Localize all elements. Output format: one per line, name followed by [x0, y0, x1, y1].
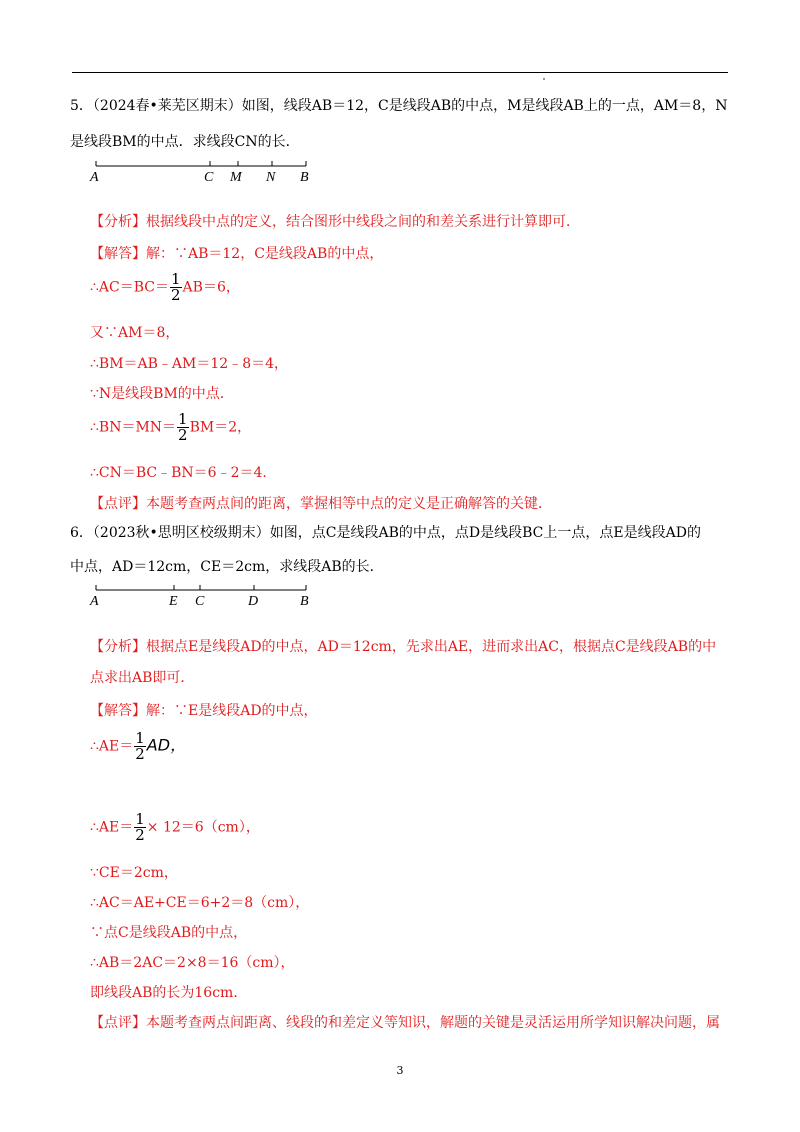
- q6-label-c: C: [195, 594, 205, 609]
- q5-comment: 【点评】本题考查两点间的距离，掌握相等中点的定义是正确解答的关键．: [90, 496, 552, 512]
- q5-label-c: C: [204, 170, 214, 185]
- q5-label-n: N: [266, 170, 276, 185]
- q6-step7: ∴AB＝2AC＝2×8＝16（cm），: [90, 955, 295, 971]
- q6-label-b: B: [300, 594, 309, 609]
- q6-comment: 【点评】本题考查两点间距离、线段的和差定义等知识，解题的关键是灵活运用所学知识解决问题，属: [90, 1015, 720, 1031]
- q5-label-a: A: [90, 170, 99, 185]
- q5-step6-b: BM＝2，: [189, 419, 252, 436]
- header-dot: [543, 78, 545, 80]
- q5-analysis: 【分析】根据线段中点的定义，结合图形中线段之间的和差关系进行计算即可．: [90, 214, 580, 230]
- q5-label-b: B: [300, 170, 309, 185]
- q6-heading-line2: 中点，AD＝12cm，CE＝2cm，求线段AB的长．: [70, 559, 384, 575]
- q5-label-m: M: [230, 170, 242, 185]
- q5-step3: 又∵AM＝8，: [90, 325, 180, 341]
- q5-step2-a: ∴AC＝BC＝: [90, 279, 169, 296]
- q6-label-e: E: [169, 594, 178, 609]
- q5-step2: [90, 272, 240, 303]
- q5-heading-line2: 是线段BM的中点．求线段CN的长．: [70, 134, 300, 150]
- q6-step3-expression: [90, 812, 260, 843]
- q5-step6: [90, 412, 251, 443]
- q6-analysis-line1: 【分析】根据点E是线段AD的中点，AD＝12cm，先求出AE，进而求出AC，根据点C是线段AB的中: [90, 639, 717, 655]
- q6-step1: 【解答】解：∵E是线段AD的中点，: [90, 703, 318, 719]
- q6-step3-b: × 12＝6（cm），: [146, 819, 260, 836]
- q6-step4: ∵CE＝2cm，: [90, 865, 178, 881]
- q5-step2-b: AB＝6，: [182, 279, 240, 296]
- q5-step1: 【解答】解：∵AB＝12，C是线段AB的中点，: [90, 246, 384, 262]
- page-number: 3: [396, 1064, 404, 1077]
- header-rule: [72, 72, 728, 73]
- q5-step6-a: ∴BN＝MN＝: [90, 419, 177, 436]
- q5-heading: 5．（2024春•莱芜区期末）如图，线段AB＝12，C是线段AB的中点，M是线段AB上的一点，AM＝8，N: [70, 98, 728, 114]
- q5-step4: ∴BM＝AB﹣AM＝12﹣8＝4，: [90, 356, 289, 372]
- q6-step2: [90, 731, 186, 762]
- q6-step2-a: ∴AE＝: [90, 738, 134, 755]
- q5-fraction-half: $\frac{1}{2}$: [171, 270, 181, 304]
- q6-step6: ∵点C是线段AB的中点，: [90, 925, 248, 941]
- q6-analysis-line2: 点求出AB即可．: [90, 670, 195, 686]
- q6-label-d: D: [248, 594, 259, 609]
- q6-fraction-half: $\frac{1}{2}$: [135, 729, 145, 763]
- q6-label-a: A: [90, 594, 99, 609]
- q6-step2-b: AD，: [146, 735, 187, 755]
- q5-step7: ∴CN＝BC﹣BN＝6﹣2＝4．: [90, 465, 277, 481]
- q6-step8: 即线段AB的长为16cm．: [90, 985, 248, 1001]
- q6-segment-svg: [92, 582, 322, 596]
- q5-fraction-half-2: $\frac{1}{2}$: [178, 410, 188, 444]
- q5-step5: ∵N是线段BM的中点．: [90, 386, 234, 402]
- q6-step3-a: ∴AE＝: [90, 819, 134, 836]
- q6-heading: 6．（2023秋•思明区校级期末）如图，点C是线段AB的中点，点D是线段BC上一点，点E是线段AD的: [70, 525, 701, 541]
- q6-fraction-half-2: $\frac{1}{2}$: [135, 810, 145, 844]
- q6-step5: ∴AC＝AE+CE＝6+2＝8（cm），: [90, 895, 310, 911]
